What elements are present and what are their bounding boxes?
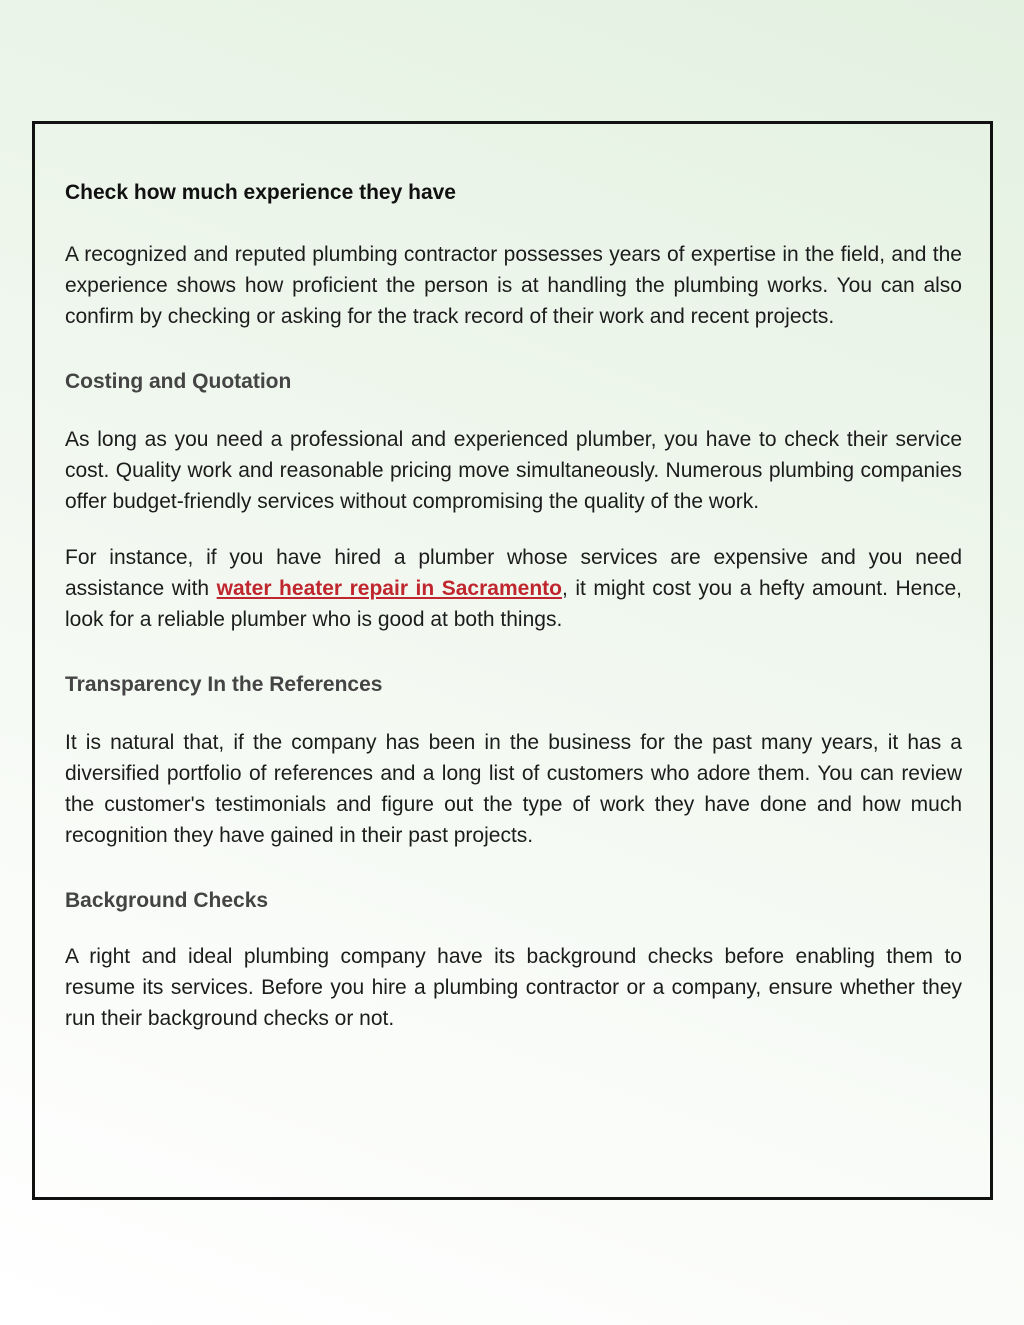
- paragraph-instance-after: , it might cost you a hefty amount. Hence, look for a reliable plumber who is good at both things.: [65, 577, 962, 631]
- paragraph-experience: A recognized and reputed plumbing contractor possesses years of expertise in the field, and the experience shows how proficient the person is at handling the plumbing works. You can also confirm by checking or asking for the track record of their work and recent projects.: [65, 243, 962, 328]
- paragraph-references: It is natural that, if the company has been in the business for the past many years, it has a diversified portfolio of references and a long list of customers who adore them. You can review the customer's testimonials and figure out the type of work they have done and how much recognition they have gained in their past projects.: [65, 731, 962, 847]
- section-heading-background: Background Checks: [65, 889, 269, 912]
- paragraph-background: A right and ideal plumbing company have its background checks before enabling them to resume its services. Before you hire a plumbing contractor or a company, ensure whether they run their background checks or not.: [65, 945, 962, 1030]
- section-heading-experience: Check how much experience they have: [65, 181, 456, 204]
- paragraph-costing: As long as you need a professional and experienced plumber, you have to check their service cost. Quality work and reasonable pricing move simultaneously. Numerous plumbing companies offer budget-friendly services without compromising the quality of the work.: [65, 428, 962, 513]
- section-heading-references: Transparency In the References: [65, 673, 383, 696]
- water-heater-repair-link[interactable]: water heater repair in Sacramento: [216, 577, 562, 600]
- article-content: [65, 177, 962, 1034]
- paragraph-instance-before: For instance, if you have hired a plumber whose services are expensive and you need assistance with: [65, 546, 962, 600]
- paragraph-instance: [65, 542, 962, 635]
- section-heading-costing: Costing and Quotation: [65, 370, 292, 393]
